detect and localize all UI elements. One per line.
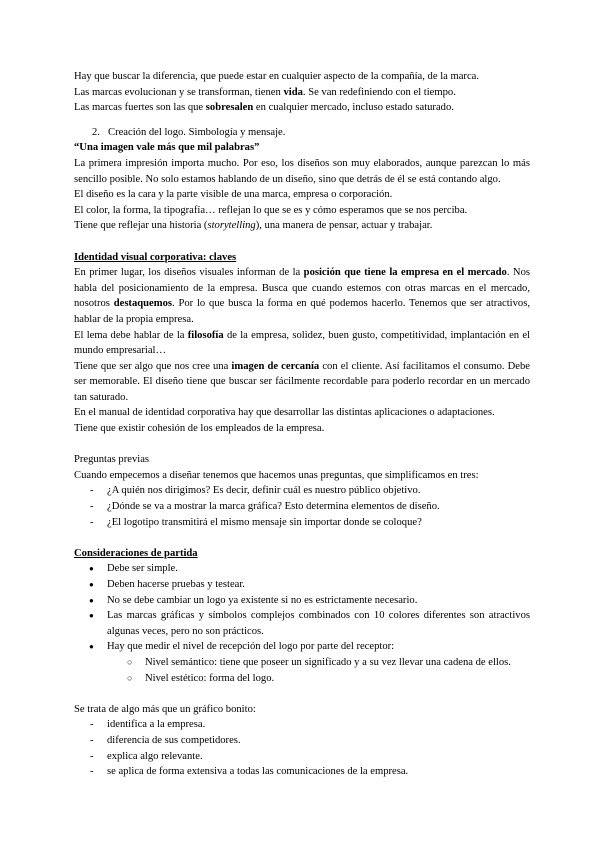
grafico-item: - identifica a la empresa. [74,717,530,733]
section-2-heading: 2. Creación del logo. Simbología y mensaje. [92,126,286,138]
identidad-paragraph-4: En el manual de identidad corporativa hay que desarrollar las distintas aplicaciones o adaptaciones. [74,407,495,419]
preguntas-title: Preguntas previas [74,454,150,466]
identidad-paragraph-5: Tiene que existir cohesión de los empleados de la empresa. [74,423,325,435]
identidad-paragraph-1: En primer lugar, los diseños visuales informan de la posición que tiene la empresa en el mercado. Nos habla del posicionamiento de la empresa. Busca que cuando estemos con otras marcas en el mercado, nosotros destaquemos. Por lo que busca la forma en qué podemos hacerlo. Tenemos que ser atractivos, hablar de la propia empresa. [74,267,530,325]
intro-line-1: Hay que buscar la diferencia, que puede estar en cualquier aspecto de la compañía, de la marca. [74,71,480,82]
section-2-paragraph-3: El color, la forma, la tipografía… reflejan lo que se es y cómo esperamos que se nos perciba. [74,204,468,216]
section-2-paragraph-1: La primera impresión importa mucho. Por eso, los diseños son muy elaborados, aunque parezcan lo más sencillo posible. No solo estamos hablando de un diseño, sino que detrás de él se está contando algo. [74,157,530,185]
identidad-paragraph-2: El lema debe hablar de la filosofía de la empresa, solidez, buen gusto, competitividad, implantación en el mundo empresarial… [74,329,530,357]
identidad-title: Identidad visual corporativa: claves [74,251,237,263]
consideraciones-item: ● No se debe cambiar un logo ya existente si no es estrictamente necesario. [74,593,530,609]
section-2-paragraph-4: Tiene que reflejar una historia (storytelling), una manera de pensar, actuar y trabajar. [74,220,433,232]
preguntas-item: - ¿Dónde se va a mostrar la marca gráfica? Esto determina elementos de diseño. [74,499,530,515]
consideraciones-item: ● Las marcas gráficas y símbolos complejos combinados con 10 colores diferentes son atractivos algunas veces, pero no son prácticos. [74,608,530,639]
document-page [74,69,530,780]
consideraciones-subitem: ○ Nivel semántico: tiene que poseer un significado y a su vez llevar una cadena de ellos. [74,655,530,671]
identidad-paragraph-3: Tiene que ser algo que nos cree una imagen de cercanía con el cliente. Así facilitamos el consumo. Debe ser memorable. El diseño tiene que buscar ser fácilmente recordable para poderlo recordar en un mercado tan saturado. [74,360,530,403]
preguntas-intro: Cuando empecemos a diseñar tenemos que hacemos unas preguntas, que simplificamos en tres: [74,469,479,481]
section-2-paragraph-2: El diseño es la cara y la parte visible de una marca, empresa o corporación. [74,189,393,201]
grafico-item: - se aplica de forma extensiva a todas las comunicaciones de la empresa. [74,764,530,780]
consideraciones-item: ● Hay que medir el nivel de recepción del logo por parte del receptor: [74,639,530,655]
preguntas-item: - ¿El logotipo transmitirá el mismo mensaje sin importar donde se coloque? [74,515,530,531]
grafico-intro: Se trata de algo más que un gráfico bonito: [74,703,256,715]
consideraciones-item: ● Debe ser simple. [74,561,530,577]
grafico-item: - diferencia de sus competidores. [74,733,530,749]
grafico-item: - explica algo relevante. [74,749,530,765]
intro-line-3: Las marcas fuertes son las que sobresalen en cualquier mercado, incluso estado saturado. [74,102,454,114]
consideraciones-subitem: ○ Nivel estético: forma del logo. [74,671,530,687]
consideraciones-title: Consideraciones de partida [74,547,198,559]
section-2-quote: “Una imagen vale más que mil palabras” [74,142,260,154]
preguntas-item: - ¿A quién nos dirigimos? Es decir, definir cuál es nuestro público objetivo. [74,483,530,499]
consideraciones-item: ● Deben hacerse pruebas y testear. [74,577,530,593]
intro-line-2: Las marcas evolucionan y se transforman, tienen vida. Se van redefiniendo con el tiempo. [74,86,456,98]
